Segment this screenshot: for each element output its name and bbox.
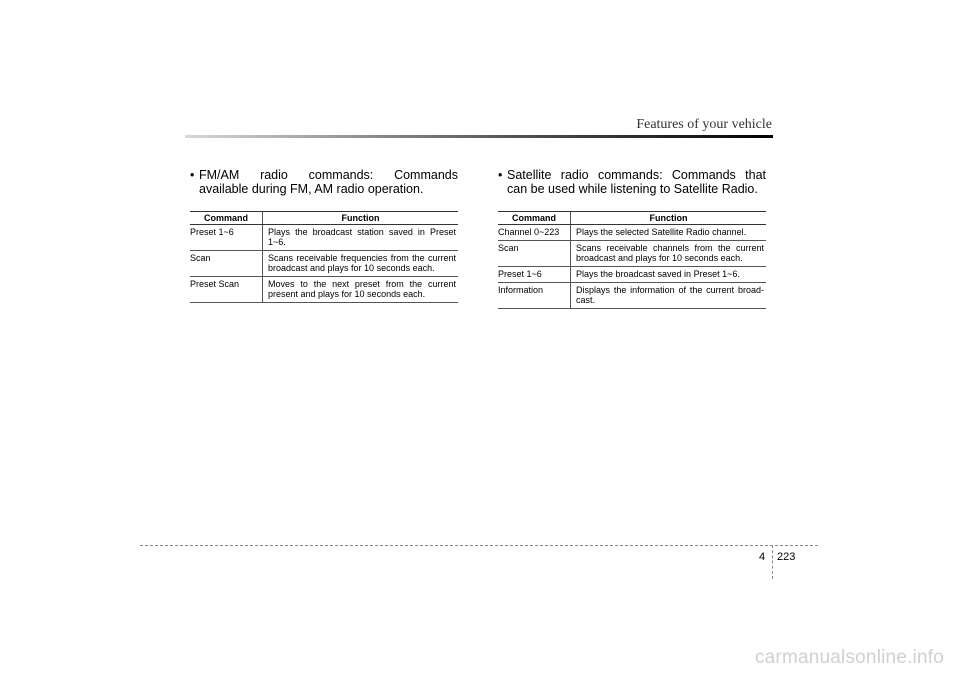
command-cell: Scan xyxy=(190,251,263,277)
column-header-function: Function xyxy=(571,212,767,225)
footer-rule xyxy=(140,545,818,546)
table-row xyxy=(498,267,766,283)
table-row xyxy=(498,241,766,267)
function-cell: Displays the information of the current broad-cast. xyxy=(571,283,767,309)
table-row xyxy=(190,225,458,251)
function-cell: Moves to the next preset from the current present and plays for 10 seconds each. xyxy=(263,277,459,303)
command-cell: Preset 1~6 xyxy=(498,267,571,283)
page-number: 223 xyxy=(777,551,796,563)
table-row xyxy=(190,277,458,303)
table-header-row xyxy=(190,212,458,225)
header-rule xyxy=(185,135,773,138)
command-cell: Channel 0~223 xyxy=(498,225,571,241)
function-cell: Plays the broadcast station saved in Preset 1~6. xyxy=(263,225,459,251)
function-cell: Scans receivable channels from the current broadcast and plays for 10 seconds each. xyxy=(571,241,767,267)
page-section-title: Features of your vehicle xyxy=(636,117,772,132)
chapter-number: 4 xyxy=(759,551,766,563)
watermark: carmanualsonline.info xyxy=(754,647,944,668)
command-cell: Preset 1~6 xyxy=(190,225,263,251)
table-row xyxy=(498,283,766,309)
satellite-intro xyxy=(498,168,766,196)
command-cell: Scan xyxy=(498,241,571,267)
table-row xyxy=(190,251,458,277)
footer-page-divider xyxy=(772,545,773,579)
function-cell: Plays the broadcast saved in Preset 1~6. xyxy=(571,267,767,283)
bullet-icon: • xyxy=(190,168,195,182)
bullet-icon: • xyxy=(498,168,503,182)
fm-am-intro-text: FM/AM radio commands: Commands available during FM, AM radio operation. xyxy=(199,168,458,196)
command-cell: Information xyxy=(498,283,571,309)
satellite-command-table xyxy=(498,211,766,309)
command-cell: Preset Scan xyxy=(190,277,263,303)
fm-am-commands-section xyxy=(190,168,458,303)
satellite-intro-text: Satellite radio commands: Commands that can be used while listening to Satellite Radio. xyxy=(507,168,766,196)
column-header-function: Function xyxy=(263,212,459,225)
satellite-commands-section xyxy=(498,168,766,309)
function-cell: Plays the selected Satellite Radio channel. xyxy=(571,225,767,241)
fm-am-command-table xyxy=(190,211,458,303)
function-cell: Scans receivable frequencies from the current broadcast and plays for 10 seconds each. xyxy=(263,251,459,277)
table-header-row xyxy=(498,212,766,225)
column-header-command: Command xyxy=(190,212,263,225)
table-row xyxy=(498,225,766,241)
fm-am-intro xyxy=(190,168,458,196)
column-header-command: Command xyxy=(498,212,571,225)
